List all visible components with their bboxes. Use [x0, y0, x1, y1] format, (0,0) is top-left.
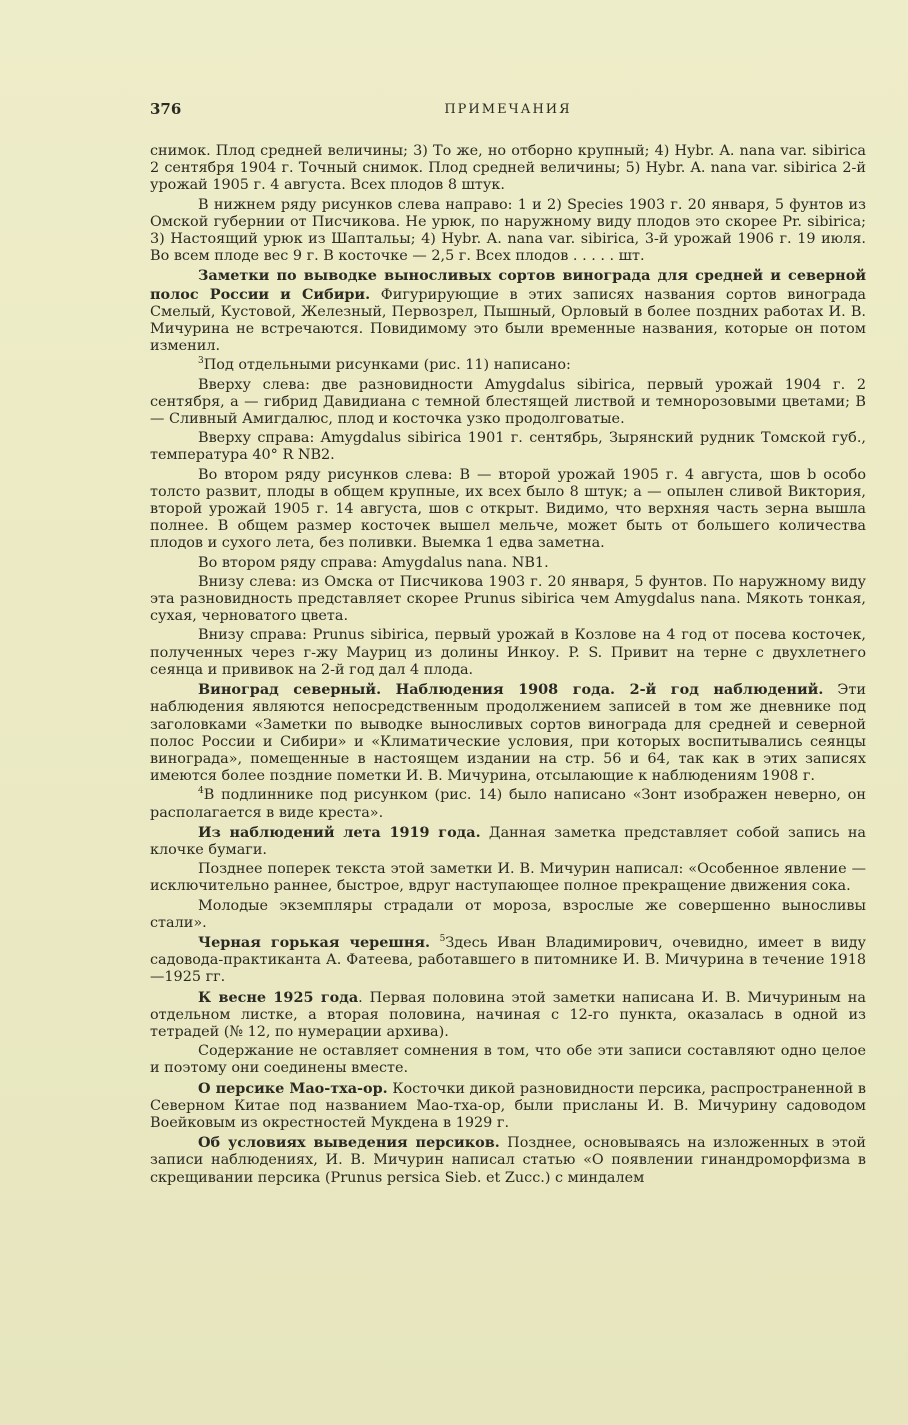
page-number: 376: [150, 100, 182, 118]
paragraph-text: В нижнем ряду рисунков слева направо: 1 и 2) Species 1903 г. 20 января, 5 фунтов из Омской губернии от Писчикова. Не урюк, по наружному виду плодов это скорее Pr. sibirica; 3) Настоящий урюк из Шаптальы; 4) Hybr. A. nana var. sibirica, 3-й урожай 1906 г. 19 июля. Во всем плоде вес 9 г. В косточке — 2,5 г. Всех плодов . . . . . шт.: [150, 196, 866, 265]
paragraph-text: Внизу слева: из Омска от Писчикова 1903 г. 20 января, 5 фунтов. По наружному виду эта разновидность представляет скорее Prunus sibirica чем Amygdalus nana. Мякоть тонкая, сухая, черноватого цвета.: [150, 573, 866, 625]
paragraph: [150, 555, 866, 572]
paragraph-text: Данная заметка представляет собой запись на клочке бумаги.: [150, 824, 866, 858]
paragraph-text: Вверху справа: Amygdalus sibirica 1901 г. сентябрь, Зырянский рудник Томской губ., температура 40° R NB2.: [150, 430, 866, 464]
section-heading: Из наблюдений лета 1919 года.: [198, 823, 481, 841]
section-heading: К весне 1925 года: [198, 988, 359, 1006]
running-title: ПРИМЕЧАНИЯ: [444, 102, 572, 117]
paragraph-text: Вверху слева: две разновидности Amygdalus sibirica, первый урожай 1904 г. 2 сентября, а — гибрид Давидиана с темной блестящей листвой и темнорозовыми цветами; В — Сливный Амигдалюс, плод и косточка узко продолговатые.: [150, 376, 866, 428]
paragraph: [150, 898, 866, 932]
paragraph-text: Косточки дикой разновидности персика, распространенной в Северном Китае под названием Мао-тха-ор, были присланы И. В. Мичурину садоводом Воейковым из окрестностей Мукдена в 1929 г.: [150, 1080, 866, 1131]
page-header: [150, 100, 866, 122]
paragraph-text: Во втором ряду рисунков слева: В — второй урожай 1905 г. 4 августа, шов b особо толсто развит, плоды в общем крупные, их всех было 8 штук; а — опылен сливой Виктория, второй урожай 1905 г. 14 августа, шов с открыт. Видимо, что верхняя часть зерна вышла полнее. В общем размер косточек вышел мельче, может быть от большего количества плодов и сухого лета, без поливки. Выемка 1 едва заметна.: [150, 466, 866, 552]
paragraph: [150, 197, 866, 266]
section-heading: Заметки по выводке выносливых сортов винограда для средней и северной полос России и Сибири.: [150, 267, 866, 303]
section-heading: Об условиях выведения персиков.: [198, 1134, 500, 1152]
paragraph-text: . Первая половина этой заметки написана И. В. Мичуриным на отдельном листке, а вторая половина, начиная с 12-го пункта, оказалась в одной из тетрадей (№ 12, по нумерации архива).: [150, 989, 866, 1040]
paragraph: [150, 1043, 866, 1077]
paragraph: [150, 377, 866, 429]
footnote-marker: 5: [439, 934, 446, 945]
paragraph-text: снимок. Плод средней величины; 3) То же, но отборно крупный; 4) Hybr. A. nana var. sibirica 2 сентября 1904 г. Точный снимок. Плод средней величины; 5) Hybr. A. nana var. sibirica 2-й урожай 1905 г. 4 августа. Всех плодов 8 штук.: [150, 143, 866, 194]
paragraph-text: Во втором ряду справа: Amygdalus nana. NB1.: [198, 554, 549, 571]
section-heading: Черная горькая черешня.: [198, 933, 431, 951]
section-heading: Виноград северный. Наблюдения 1908 года. 2-й год наблюдений.: [198, 681, 824, 699]
paragraph: [150, 1080, 866, 1133]
paragraph: [150, 627, 866, 679]
paragraph: [150, 934, 866, 987]
paragraph: [150, 430, 866, 464]
paragraph-text: Внизу справа: Prunus sibirica, первый урожай в Козлове на 4 год от посева косточек, полученных через г-жу Мауриц из долины Инкоу. P. S. Привит на терне с двухлетнего сеянца и прививок на 2-й год дал 4 плода.: [150, 627, 866, 678]
paragraph: [150, 143, 866, 195]
paragraph-text: В подлиннике под рисунком (рис. 14) было написано «Зонт изображен неверно, он располагается в виде креста».: [150, 787, 866, 821]
notes-body: [150, 143, 866, 1189]
paragraph-text: Здесь Иван Владимирович, очевидно, имеет в виду садовода-практиканта А. Фатеева, работавшего в питомнике И. В. Мичурина в течение 1918—1925 гг.: [150, 934, 866, 986]
paragraph-text: Позднее поперек текста этой заметки И. В. Мичурин написал: «Особенное явление — исключительно раннее, быстрое, вдруг наступающее полное прекращение движения сока.: [150, 861, 866, 895]
paragraph-text: Позднее, основываясь на изложенных в этой записи наблюдениях, И. В. Мичурин написал статью «О появлении гинандроморфизма в скрещивании персика (Prunus persica Sieb. et Zucc.) с миндалем: [150, 1135, 866, 1186]
paragraph: [150, 787, 866, 821]
paragraph: [150, 267, 866, 355]
footnote-marker: 4: [198, 786, 204, 797]
paragraph: [150, 824, 866, 859]
section-heading: О персике Мао-тха-ор.: [198, 1079, 388, 1097]
paragraph: [150, 861, 866, 895]
paragraph-text: Молодые экземпляры страдали от мороза, взрослые же совершенно выносливы стали».: [150, 897, 866, 931]
paragraph-text: Содержание не оставляет сомнения в том, что обе эти записи составляют одно целое и поэтому они соединены вместе.: [150, 1043, 866, 1077]
paragraph: [150, 574, 866, 626]
paragraph-text: Эти наблюдения являются непосредственным продолжением записей в том же дневнике под заголовками «Заметки по выводке выносливых сортов винограда для средней и северной полос России и Сибири» и «Климатические условия, при которых воспитывались сеянцы винограда», помещенные в настоящем издании на стр. 56 и 64, так как в этих записях имеются более поздние пометки И. В. Мичурина, отсылающие к наблюдениям 1908 г.: [150, 682, 866, 785]
paragraph: [150, 357, 866, 374]
paragraph-text: Под отдельными рисунками (рис. 11) написано:: [203, 357, 571, 374]
paragraph: [150, 1134, 866, 1187]
paragraph: [150, 467, 866, 553]
footnote-marker: 3: [198, 356, 204, 367]
paragraph: [150, 989, 866, 1042]
paragraph: [150, 681, 866, 785]
paragraph-text: Фигурирующие в этих записях названия сортов винограда Смелый, Кустовой, Железный, Первозрел, Пышный, Орловый в более поздних работах И. В. Мичурина не встречаются. Повидимому это были временные названия, которые он потом изменил.: [150, 286, 867, 355]
